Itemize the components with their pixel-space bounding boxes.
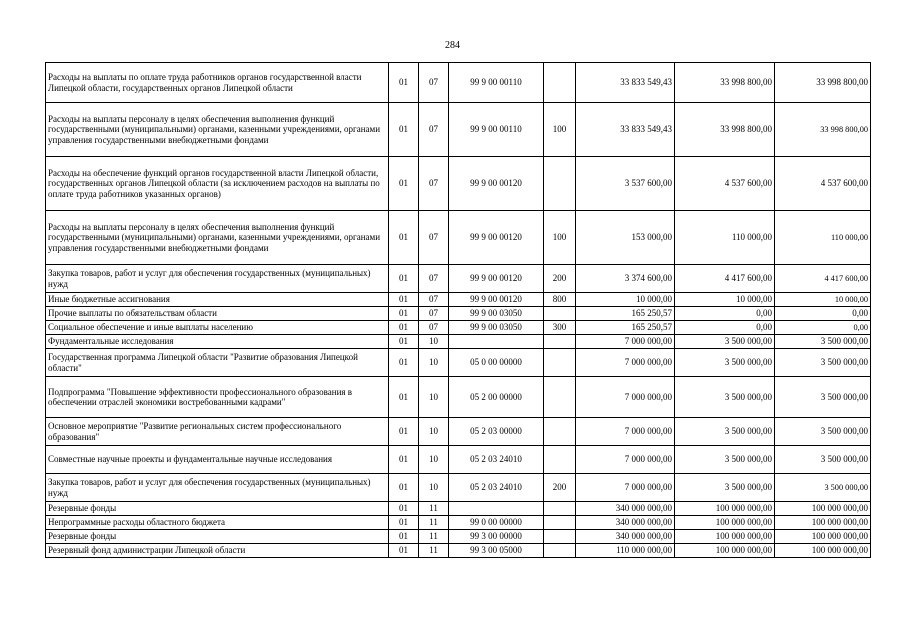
row-amount-year-2: 3 500 000,00 xyxy=(675,474,775,502)
row-target-article-code: 99 0 00 00000 xyxy=(449,516,544,530)
row-target-article-code: 99 9 00 00120 xyxy=(449,293,544,307)
row-subsection-code: 11 xyxy=(419,544,449,558)
row-amount-year-1: 165 250,57 xyxy=(576,307,675,321)
row-subsection-code: 07 xyxy=(419,157,449,211)
table-row xyxy=(46,446,871,474)
row-amount-year-3: 4 537 600,00 xyxy=(775,157,871,211)
row-amount-year-1: 7 000 000,00 xyxy=(576,335,675,349)
row-target-article-code: 99 9 00 00110 xyxy=(449,63,544,103)
row-amount-year-3: 3 500 000,00 xyxy=(775,418,871,446)
row-amount-year-3: 4 417 600,00 xyxy=(775,265,871,293)
row-name: Расходы на выплаты по оплате труда работников органов государственной власти Липецкой области, государственных органов Липецкой области xyxy=(46,63,389,103)
table-row xyxy=(46,335,871,349)
row-section-code: 01 xyxy=(389,377,419,418)
row-subsection-code: 10 xyxy=(419,474,449,502)
row-name: Закупка товаров, работ и услуг для обеспечения государственных (муниципальных) нужд xyxy=(46,265,389,293)
row-name: Расходы на выплаты персоналу в целях обеспечения выполнения функций государственными (муниципальными) органами, казенными учреждениями, органами управления государственными внебюджетными фондами xyxy=(46,103,389,157)
row-amount-year-3: 33 998 800,00 xyxy=(775,103,871,157)
row-amount-year-1: 165 250,57 xyxy=(576,321,675,335)
row-subsection-code: 07 xyxy=(419,103,449,157)
row-target-article-code: 99 3 00 05000 xyxy=(449,544,544,558)
row-section-code: 01 xyxy=(389,321,419,335)
row-expense-type-code xyxy=(544,530,576,544)
table-row xyxy=(46,502,871,516)
row-amount-year-1: 7 000 000,00 xyxy=(576,446,675,474)
row-expense-type-code: 100 xyxy=(544,103,576,157)
table-row xyxy=(46,530,871,544)
row-amount-year-2: 10 000,00 xyxy=(675,293,775,307)
row-section-code: 01 xyxy=(389,307,419,321)
row-expense-type-code xyxy=(544,516,576,530)
table-row xyxy=(46,157,871,211)
table-body xyxy=(46,63,871,558)
row-section-code: 01 xyxy=(389,349,419,377)
row-amount-year-1: 7 000 000,00 xyxy=(576,474,675,502)
row-subsection-code: 11 xyxy=(419,516,449,530)
row-section-code: 01 xyxy=(389,157,419,211)
row-name: Прочие выплаты по обязательствам области xyxy=(46,307,389,321)
row-amount-year-2: 110 000,00 xyxy=(675,211,775,265)
row-amount-year-2: 3 500 000,00 xyxy=(675,335,775,349)
row-expense-type-code xyxy=(544,418,576,446)
row-expense-type-code: 200 xyxy=(544,265,576,293)
row-target-article-code: 99 9 00 00120 xyxy=(449,157,544,211)
row-amount-year-1: 7 000 000,00 xyxy=(576,377,675,418)
row-section-code: 01 xyxy=(389,63,419,103)
row-expense-type-code: 800 xyxy=(544,293,576,307)
row-amount-year-3: 3 500 000,00 xyxy=(775,335,871,349)
table-row xyxy=(46,321,871,335)
row-subsection-code: 10 xyxy=(419,349,449,377)
row-name: Иные бюджетные ассигнования xyxy=(46,293,389,307)
row-target-article-code xyxy=(449,335,544,349)
row-target-article-code: 05 2 03 00000 xyxy=(449,418,544,446)
row-amount-year-2: 100 000 000,00 xyxy=(675,516,775,530)
row-amount-year-2: 4 537 600,00 xyxy=(675,157,775,211)
row-amount-year-1: 7 000 000,00 xyxy=(576,418,675,446)
table-row xyxy=(46,103,871,157)
row-amount-year-3: 0,00 xyxy=(775,321,871,335)
row-name: Фундаментальные исследования xyxy=(46,335,389,349)
row-expense-type-code: 200 xyxy=(544,474,576,502)
row-amount-year-3: 100 000 000,00 xyxy=(775,502,871,516)
row-subsection-code: 07 xyxy=(419,321,449,335)
row-section-code: 01 xyxy=(389,516,419,530)
row-name: Непрограммные расходы областного бюджета xyxy=(46,516,389,530)
row-name: Расходы на обеспечение функций органов государственной власти Липецкой области, государственных органов Липецкой области (за исключением расходов на выплаты по оплате труда работников указанных органов) xyxy=(46,157,389,211)
row-subsection-code: 07 xyxy=(419,265,449,293)
row-target-article-code: 99 9 00 00120 xyxy=(449,265,544,293)
row-subsection-code: 11 xyxy=(419,530,449,544)
row-target-article-code: 99 9 00 03050 xyxy=(449,321,544,335)
row-section-code: 01 xyxy=(389,335,419,349)
row-section-code: 01 xyxy=(389,530,419,544)
row-amount-year-3: 0,00 xyxy=(775,307,871,321)
row-subsection-code: 10 xyxy=(419,418,449,446)
row-name: Резервные фонды xyxy=(46,530,389,544)
row-amount-year-2: 3 500 000,00 xyxy=(675,418,775,446)
row-name: Расходы на выплаты персоналу в целях обеспечения выполнения функций государственными (муниципальными) органами, казенными учреждениями, органами управления государственными внебюджетными фондами xyxy=(46,211,389,265)
row-amount-year-1: 3 537 600,00 xyxy=(576,157,675,211)
table-row xyxy=(46,418,871,446)
row-amount-year-2: 3 500 000,00 xyxy=(675,377,775,418)
row-target-article-code xyxy=(449,502,544,516)
table-row xyxy=(46,265,871,293)
table-row xyxy=(46,63,871,103)
row-amount-year-1: 10 000,00 xyxy=(576,293,675,307)
table-row xyxy=(46,377,871,418)
row-amount-year-2: 33 998 800,00 xyxy=(675,63,775,103)
row-name: Резервные фонды xyxy=(46,502,389,516)
row-amount-year-1: 340 000 000,00 xyxy=(576,530,675,544)
row-amount-year-3: 3 500 000,00 xyxy=(775,446,871,474)
table-row xyxy=(46,349,871,377)
row-target-article-code: 99 9 00 03050 xyxy=(449,307,544,321)
row-subsection-code: 10 xyxy=(419,377,449,418)
row-name: Государственная программа Липецкой области "Развитие образования Липецкой области" xyxy=(46,349,389,377)
row-expense-type-code: 100 xyxy=(544,211,576,265)
row-section-code: 01 xyxy=(389,474,419,502)
row-amount-year-3: 110 000,00 xyxy=(775,211,871,265)
table-row xyxy=(46,544,871,558)
table-row xyxy=(46,307,871,321)
row-target-article-code: 05 2 00 00000 xyxy=(449,377,544,418)
row-amount-year-1: 340 000 000,00 xyxy=(576,516,675,530)
row-expense-type-code xyxy=(544,307,576,321)
row-amount-year-1: 110 000 000,00 xyxy=(576,544,675,558)
row-name: Подпрограмма "Повышение эффективности профессионального образования в обеспечении отраслей экономики востребованными кадрами" xyxy=(46,377,389,418)
row-amount-year-1: 33 833 549,43 xyxy=(576,63,675,103)
row-section-code: 01 xyxy=(389,446,419,474)
row-amount-year-1: 33 833 549,43 xyxy=(576,103,675,157)
row-subsection-code: 11 xyxy=(419,502,449,516)
row-target-article-code: 99 9 00 00110 xyxy=(449,103,544,157)
row-subsection-code: 07 xyxy=(419,307,449,321)
row-amount-year-3: 3 500 000,00 xyxy=(775,474,871,502)
row-section-code: 01 xyxy=(389,211,419,265)
row-amount-year-3: 100 000 000,00 xyxy=(775,544,871,558)
row-amount-year-3: 3 500 000,00 xyxy=(775,377,871,418)
row-expense-type-code xyxy=(544,502,576,516)
row-expense-type-code xyxy=(544,349,576,377)
row-name: Совместные научные проекты и фундаментальные научные исследования xyxy=(46,446,389,474)
row-amount-year-3: 100 000 000,00 xyxy=(775,516,871,530)
row-expense-type-code xyxy=(544,335,576,349)
table-row xyxy=(46,211,871,265)
row-amount-year-2: 0,00 xyxy=(675,307,775,321)
row-amount-year-2: 3 500 000,00 xyxy=(675,349,775,377)
row-subsection-code: 07 xyxy=(419,211,449,265)
row-amount-year-3: 10 000,00 xyxy=(775,293,871,307)
row-name: Социальное обеспечение и иные выплаты населению xyxy=(46,321,389,335)
budget-table xyxy=(45,62,871,558)
row-amount-year-2: 4 417 600,00 xyxy=(675,265,775,293)
row-expense-type-code xyxy=(544,63,576,103)
row-section-code: 01 xyxy=(389,502,419,516)
row-name: Закупка товаров, работ и услуг для обеспечения государственных (муниципальных) нужд xyxy=(46,474,389,502)
row-amount-year-2: 100 000 000,00 xyxy=(675,544,775,558)
row-target-article-code: 99 9 00 00120 xyxy=(449,211,544,265)
row-amount-year-1: 153 000,00 xyxy=(576,211,675,265)
table-row xyxy=(46,516,871,530)
row-amount-year-2: 100 000 000,00 xyxy=(675,502,775,516)
row-amount-year-2: 33 998 800,00 xyxy=(675,103,775,157)
page-number: 284 xyxy=(445,40,460,51)
row-amount-year-3: 3 500 000,00 xyxy=(775,349,871,377)
row-amount-year-2: 0,00 xyxy=(675,321,775,335)
row-expense-type-code xyxy=(544,377,576,418)
row-expense-type-code xyxy=(544,544,576,558)
row-expense-type-code xyxy=(544,157,576,211)
row-section-code: 01 xyxy=(389,265,419,293)
row-amount-year-2: 100 000 000,00 xyxy=(675,530,775,544)
row-subsection-code: 07 xyxy=(419,293,449,307)
row-subsection-code: 10 xyxy=(419,446,449,474)
row-section-code: 01 xyxy=(389,544,419,558)
table-row xyxy=(46,293,871,307)
row-name: Резервный фонд администрации Липецкой области xyxy=(46,544,389,558)
row-name: Основное мероприятие "Развитие региональных систем профессионального образования" xyxy=(46,418,389,446)
row-target-article-code: 05 2 03 24010 xyxy=(449,474,544,502)
row-expense-type-code xyxy=(544,446,576,474)
row-amount-year-1: 3 374 600,00 xyxy=(576,265,675,293)
row-subsection-code: 07 xyxy=(419,63,449,103)
row-section-code: 01 xyxy=(389,418,419,446)
row-amount-year-3: 100 000 000,00 xyxy=(775,530,871,544)
row-amount-year-3: 33 998 800,00 xyxy=(775,63,871,103)
row-amount-year-1: 7 000 000,00 xyxy=(576,349,675,377)
row-target-article-code: 99 3 00 00000 xyxy=(449,530,544,544)
row-expense-type-code: 300 xyxy=(544,321,576,335)
row-amount-year-2: 3 500 000,00 xyxy=(675,446,775,474)
row-target-article-code: 05 0 00 00000 xyxy=(449,349,544,377)
row-section-code: 01 xyxy=(389,103,419,157)
row-section-code: 01 xyxy=(389,293,419,307)
table-row xyxy=(46,474,871,502)
row-amount-year-1: 340 000 000,00 xyxy=(576,502,675,516)
row-target-article-code: 05 2 03 24010 xyxy=(449,446,544,474)
row-subsection-code: 10 xyxy=(419,335,449,349)
